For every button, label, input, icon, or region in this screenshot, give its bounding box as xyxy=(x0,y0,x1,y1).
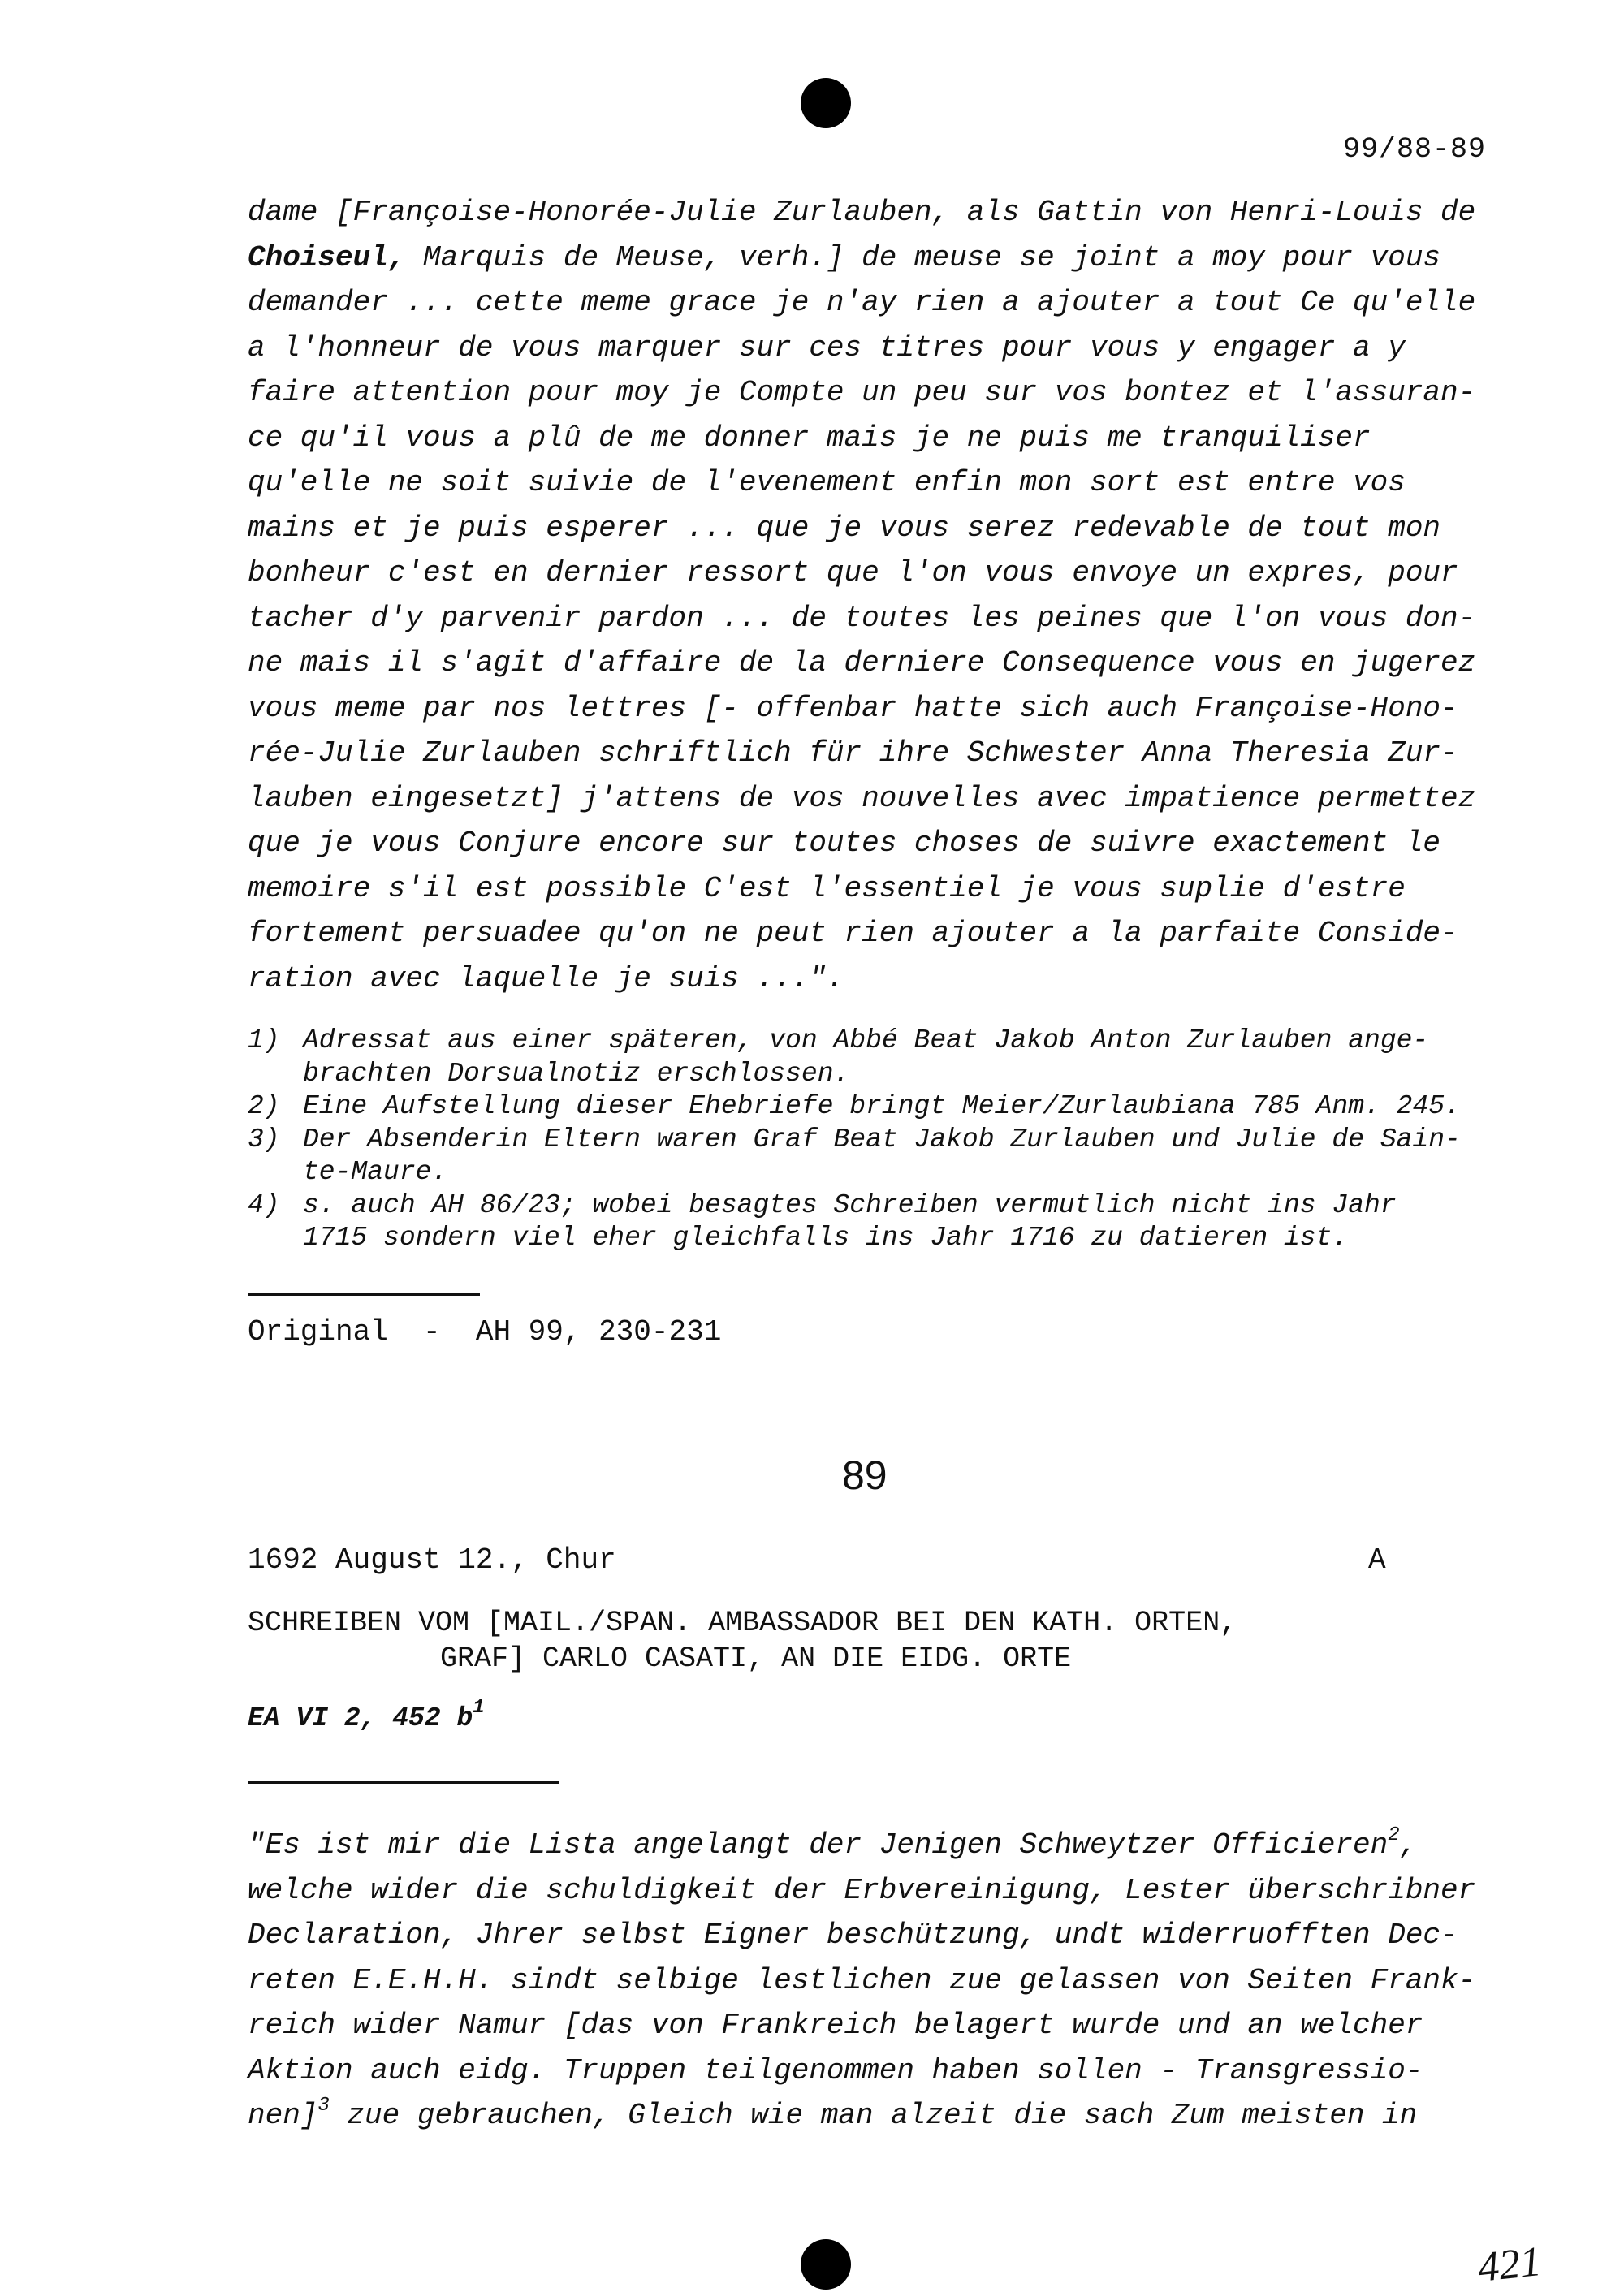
text-line: reich wider Namur [das von Frankreich belagert wurde und an welcher xyxy=(248,2009,1423,2042)
footnote-number: 4) xyxy=(248,1189,280,1220)
text-line: welche wider die schuldigkeit der Erbvereinigung, Lester überschribner xyxy=(248,1873,1476,1907)
text-line: "Es ist mir die Lista angelangt der Jenigen Schweytzer Officieren$^2$, xyxy=(248,1824,1418,1862)
text-line: ce qu'il vous a plû de me donner mais je ne puis me tranquiliser xyxy=(248,421,1371,455)
footnote-marker: 3 xyxy=(317,2095,330,2117)
text-line: demander ... cette meme grace je n'ay rien a ajouter a tout Ce qu'elle xyxy=(248,286,1476,319)
text-line: mains et je puis esperer ... que je vous serez redevable de tout mon xyxy=(248,511,1441,545)
text-line: nen]$^3$ zue gebrauchen, Gleich wie man alzeit die sach Zum meisten in xyxy=(248,2095,1418,2132)
document-source: EA VI 2, 452 $b^1$ xyxy=(248,1697,485,1733)
document-text xyxy=(248,1823,1494,2139)
footnote-line: Eine Aufstellung dieser Ehebriefe bringt Meier/Zurlaubiana 785 Anm. 245. xyxy=(303,1091,1461,1121)
footnote-rule xyxy=(248,1293,480,1296)
footnote-number: 2) xyxy=(248,1091,280,1121)
footnote-number: 1) xyxy=(248,1025,280,1055)
text-line: que je vous Conjure encore sur toutes choses de suivre exactement le xyxy=(248,827,1441,860)
text-line: qu'elle ne soit suivie de l'evenement enfin mon sort est entre vos xyxy=(248,466,1406,499)
text-line: vous meme par nos lettres [- offenbar hatte sich auch Françoise-Hono- xyxy=(248,691,1458,725)
page-reference: 99/88-89 xyxy=(1342,133,1486,166)
footnote-line: s. auch AH 86/23; wobei besagtes Schreiben vermutlich nicht ins Jahr xyxy=(303,1189,1397,1220)
footnote-marker: 1 xyxy=(473,1697,485,1719)
text-line: fortement persuadee qu'on ne peut rien ajouter a la parfaite Conside- xyxy=(248,917,1458,950)
footnote-line: brachten Dorsualnotiz erschlossen. xyxy=(303,1058,850,1089)
letter-continuation xyxy=(248,190,1494,1001)
handwritten-page-number: 421 xyxy=(1475,2238,1544,2291)
text-line: a l'honneur de vous marquer sur ces titres pour vous y engager a y xyxy=(248,330,1406,365)
footnote-marker: 2 xyxy=(1388,1824,1400,1846)
text-line: rée-Julie Zurlauben schriftlich für ihre Schwester Anna Theresia Zur- xyxy=(248,736,1458,770)
text-line: reten E.E.H.H. sindt selbige lestlichen zue gelassen von Seiten Frank- xyxy=(248,1963,1476,1997)
footnote xyxy=(248,1124,1482,1189)
text-line: Choiseul, Marquis de Meuse, verh.] de meuse se joint a moy pour vous xyxy=(248,240,1441,274)
footnote-number: 3) xyxy=(248,1124,280,1155)
document-title-line-1: SCHREIBEN VOM [MAIL./SPAN. AMBASSADOR BEI DEN KATH. ORTEN, xyxy=(248,1607,1237,1639)
footnote-line: 1715 sondern viel eher gleichfalls ins Jahr 1716 zu datieren ist. xyxy=(303,1223,1349,1253)
text-line: Aktion auch eidg. Truppen teilgenommen haben sollen - Transgressio- xyxy=(248,2053,1423,2087)
footnote xyxy=(248,1090,1482,1124)
original-reference: Original - AH 99, 230-231 xyxy=(248,1315,722,1349)
document-class-letter: A xyxy=(1368,1543,1386,1577)
footnote-line: Adressat aus einer späteren, von Abbé Beat Jakob Anton Zurlauben ange- xyxy=(303,1025,1429,1055)
text-line: memoire s'il est possible C'est l'essentiel je vous suplie d'estre xyxy=(248,871,1406,905)
text-line: faire attention pour moy je Compte un peu sur vos bontez et l'assuran- xyxy=(248,376,1476,409)
punch-hole-bottom xyxy=(801,2239,851,2290)
text-line: ration avec laquelle je suis ...". xyxy=(248,961,844,995)
text-line: bonheur c'est en dernier ressort que l'on vous envoye un expres, pour xyxy=(248,556,1458,589)
text-line: lauben eingesetzt] j'attens de vos nouvelles avec impatience permettez xyxy=(248,781,1476,815)
text-line: ne mais il s'agit d'affaire de la derniere Consequence vous en jugerez xyxy=(248,646,1476,680)
document-title-line-2: GRAF] CARLO CASATI, AN DIE EIDG. ORTE xyxy=(440,1642,1072,1675)
source-rule xyxy=(248,1781,559,1784)
punch-hole-top xyxy=(801,78,851,128)
bold-name: Choiseul, xyxy=(248,240,406,274)
document-date-place: 1692 August 12., Chur xyxy=(248,1543,616,1577)
footnote xyxy=(248,1189,1482,1255)
footnote-line: Der Absenderin Eltern waren Graf Beat Jakob Zurlauben und Julie de Sain- xyxy=(303,1124,1461,1155)
text-line: Declaration, Jhrer selbst Eigner beschützung, undt widerruofften Dec- xyxy=(248,1919,1458,1952)
text-line: tacher d'y parvenir pardon ... de toutes les peines que l'on vous don- xyxy=(248,601,1476,635)
footnote-line: te-Maure. xyxy=(303,1157,448,1187)
footnote xyxy=(248,1025,1482,1090)
footnotes xyxy=(248,1025,1482,1255)
text-line: dame [Françoise-Honorée-Julie Zurlauben, als Gattin von Henri-Louis de xyxy=(248,196,1476,229)
document-number: 89 xyxy=(842,1452,888,1498)
